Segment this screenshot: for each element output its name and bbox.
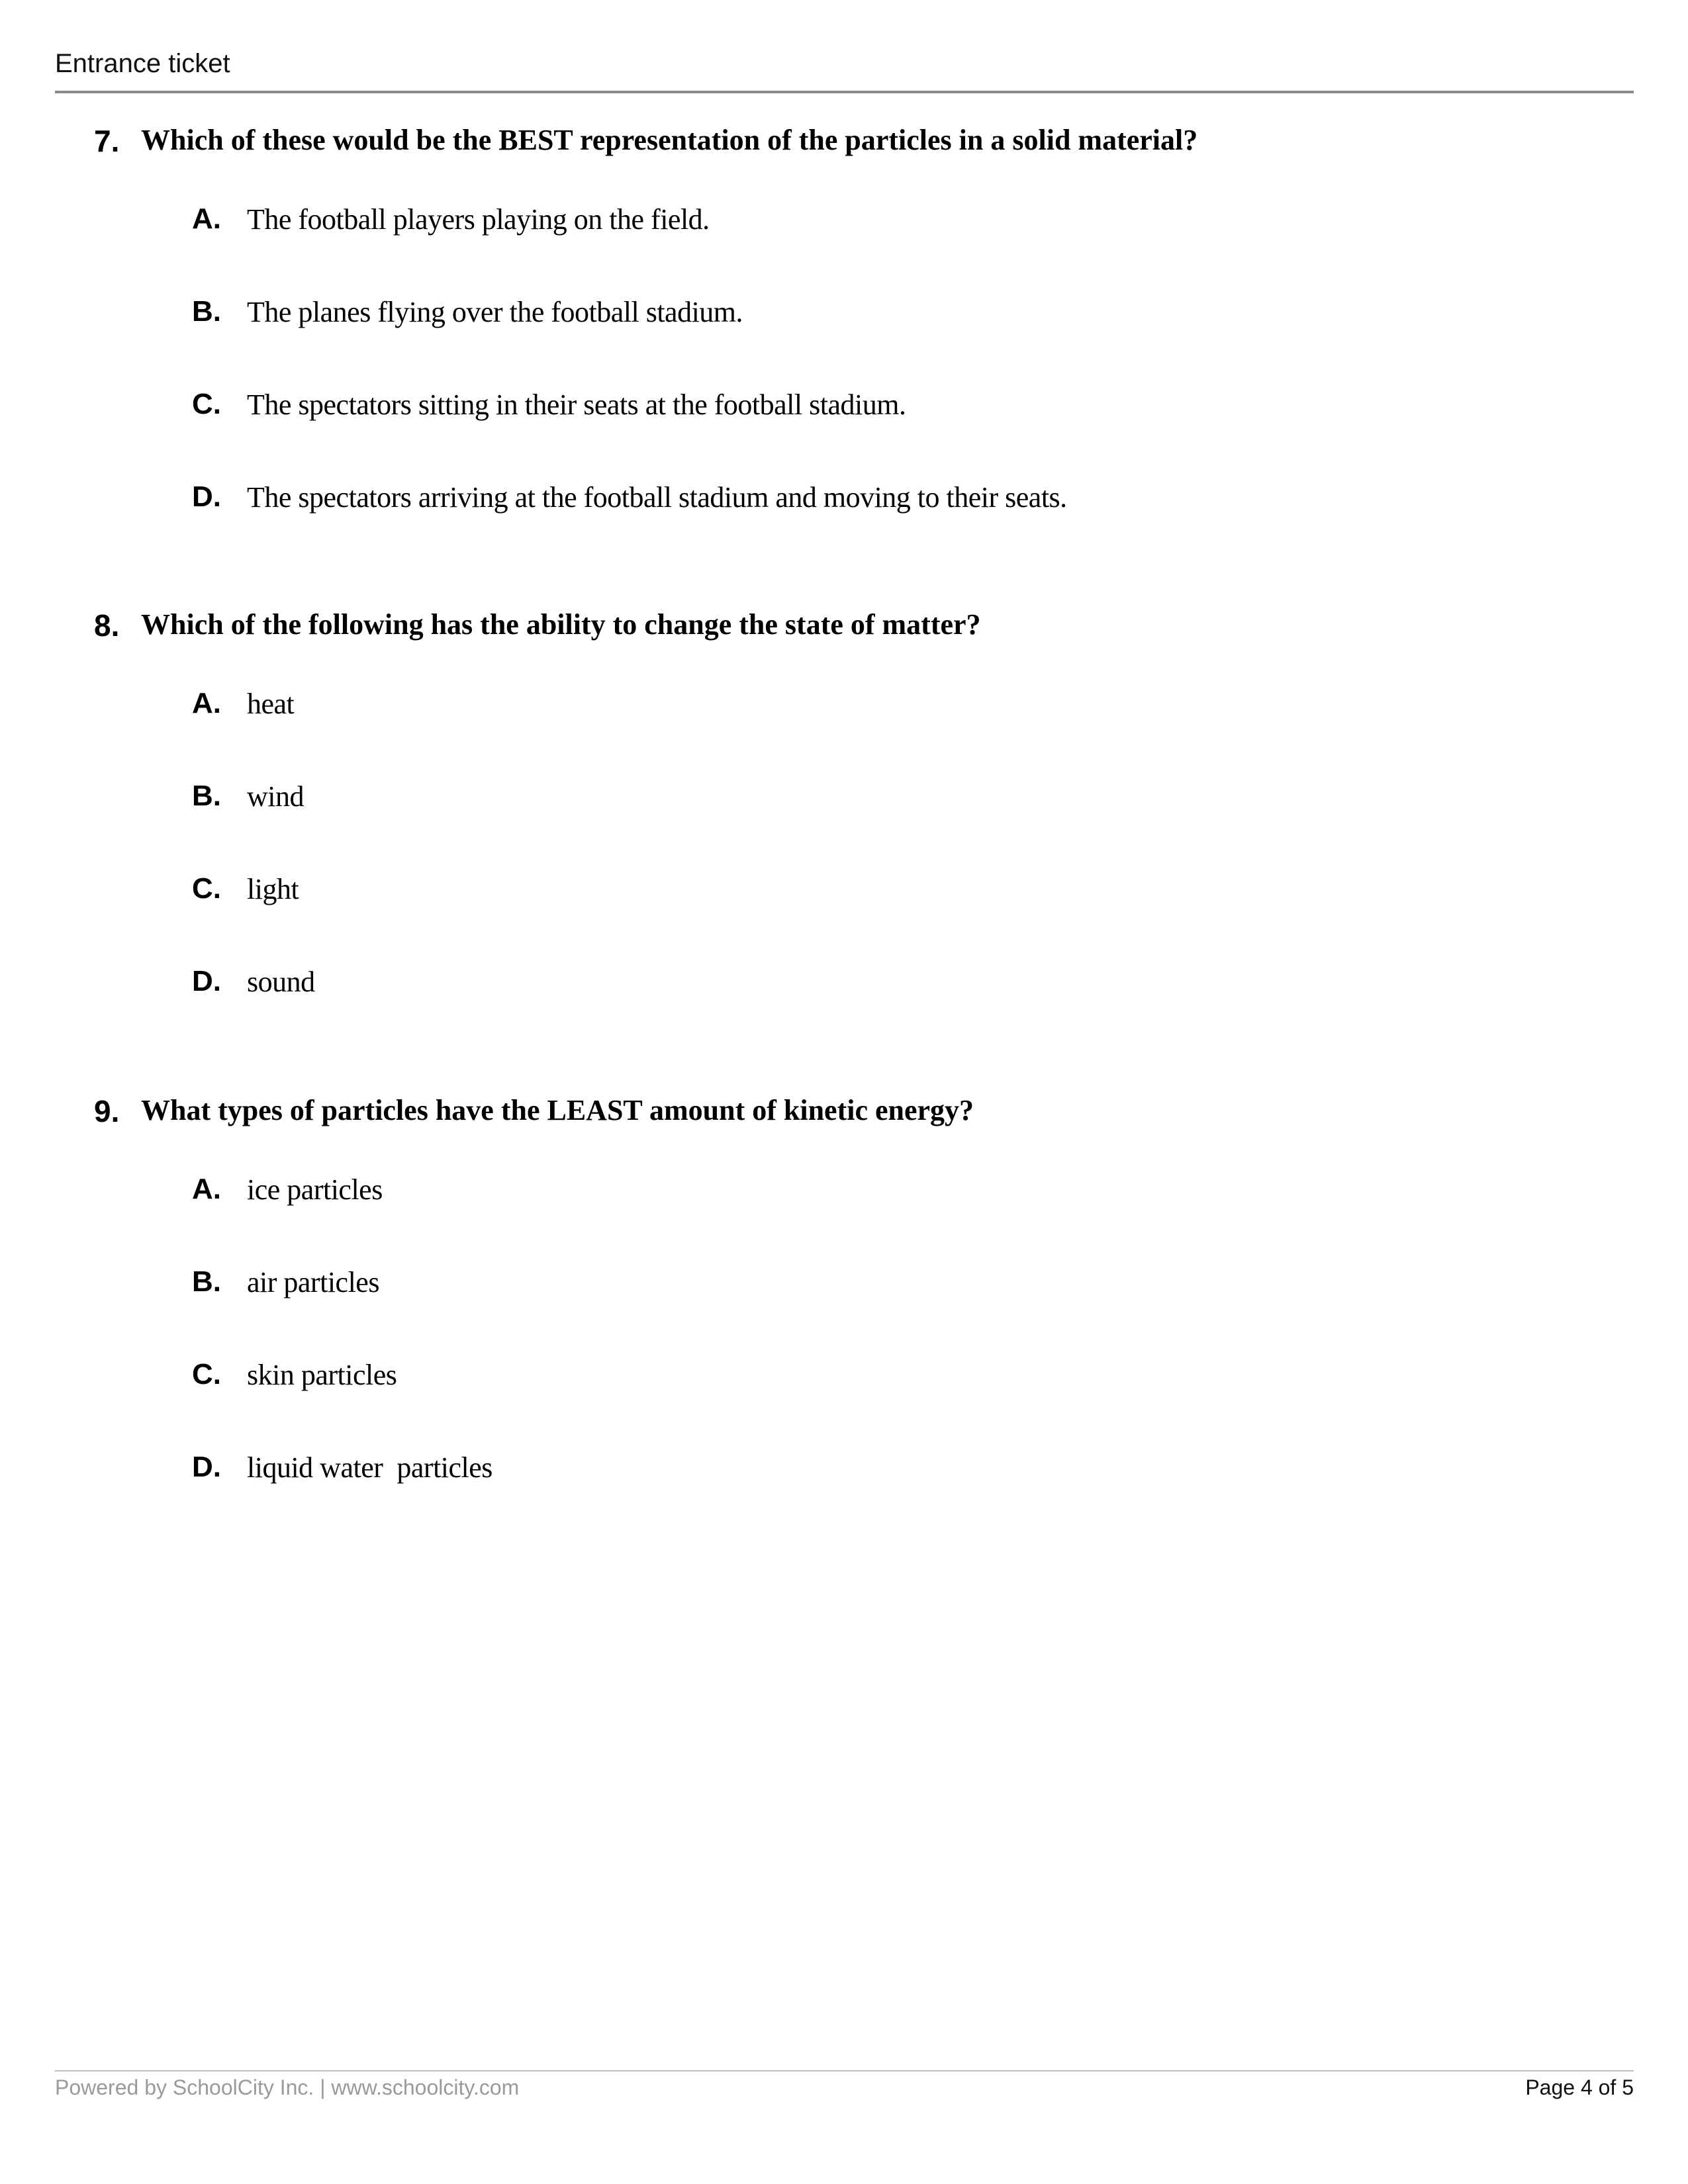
question-text: Which of these would be the BEST representation of the particles in a solid material? (141, 124, 1198, 156)
footer-divider (55, 2070, 1634, 2071)
option-letter: B. (192, 1265, 221, 1298)
option-letter: C. (192, 872, 221, 905)
page-number: Page 4 of 5 (1525, 2075, 1634, 2099)
option-a[interactable] (0, 203, 1688, 242)
question-number: 8. (94, 608, 120, 643)
option-text: The football players playing on the field. (247, 203, 710, 236)
option-letter: C. (192, 388, 221, 420)
option-d[interactable] (0, 965, 1688, 1005)
option-text: ice particles (247, 1173, 383, 1206)
option-c[interactable] (0, 388, 1688, 428)
option-text: The spectators arriving at the football stadium and moving to their seats. (247, 481, 1067, 514)
question-number: 7. (94, 124, 120, 158)
option-c[interactable] (0, 872, 1688, 912)
option-text: sound (247, 966, 315, 998)
option-b[interactable] (0, 780, 1688, 819)
option-b[interactable] (0, 1265, 1688, 1305)
option-letter: A. (192, 203, 221, 235)
option-letter: B. (192, 295, 221, 328)
option-a[interactable] (0, 687, 1688, 727)
option-letter: B. (192, 780, 221, 812)
option-b[interactable] (0, 295, 1688, 335)
option-text: The planes flying over the football stadium. (247, 296, 743, 328)
option-text: heat (247, 688, 295, 720)
option-a[interactable] (0, 1173, 1688, 1212)
option-d[interactable] (0, 1451, 1688, 1490)
option-letter: D. (192, 1451, 221, 1483)
option-letter: C. (192, 1358, 221, 1390)
question-stem (0, 608, 1688, 647)
option-c[interactable] (0, 1358, 1688, 1398)
option-letter: D. (192, 965, 221, 997)
option-letter: A. (192, 687, 221, 719)
question-number: 9. (94, 1094, 120, 1128)
option-text: air particles (247, 1266, 379, 1298)
option-text: wind (247, 780, 304, 813)
option-text: skin particles (247, 1359, 397, 1391)
question-text: Which of the following has the ability to change the state of matter? (141, 608, 981, 641)
question-stem (0, 1093, 1688, 1133)
header-divider (55, 91, 1634, 93)
option-text: The spectators sitting in their seats at the football stadium. (247, 388, 906, 421)
question-text: What types of particles have the LEAST amount of kinetic energy? (141, 1094, 974, 1126)
option-letter: A. (192, 1173, 221, 1205)
footer-credit: Powered by SchoolCity Inc. | www.schoolcity.com (55, 2075, 520, 2099)
option-letter: D. (192, 480, 221, 513)
option-text: light (247, 873, 299, 905)
option-d[interactable] (0, 480, 1688, 520)
page-title: Entrance ticket (55, 49, 230, 78)
option-text: liquid water particles (247, 1451, 492, 1484)
question-stem (0, 123, 1688, 163)
